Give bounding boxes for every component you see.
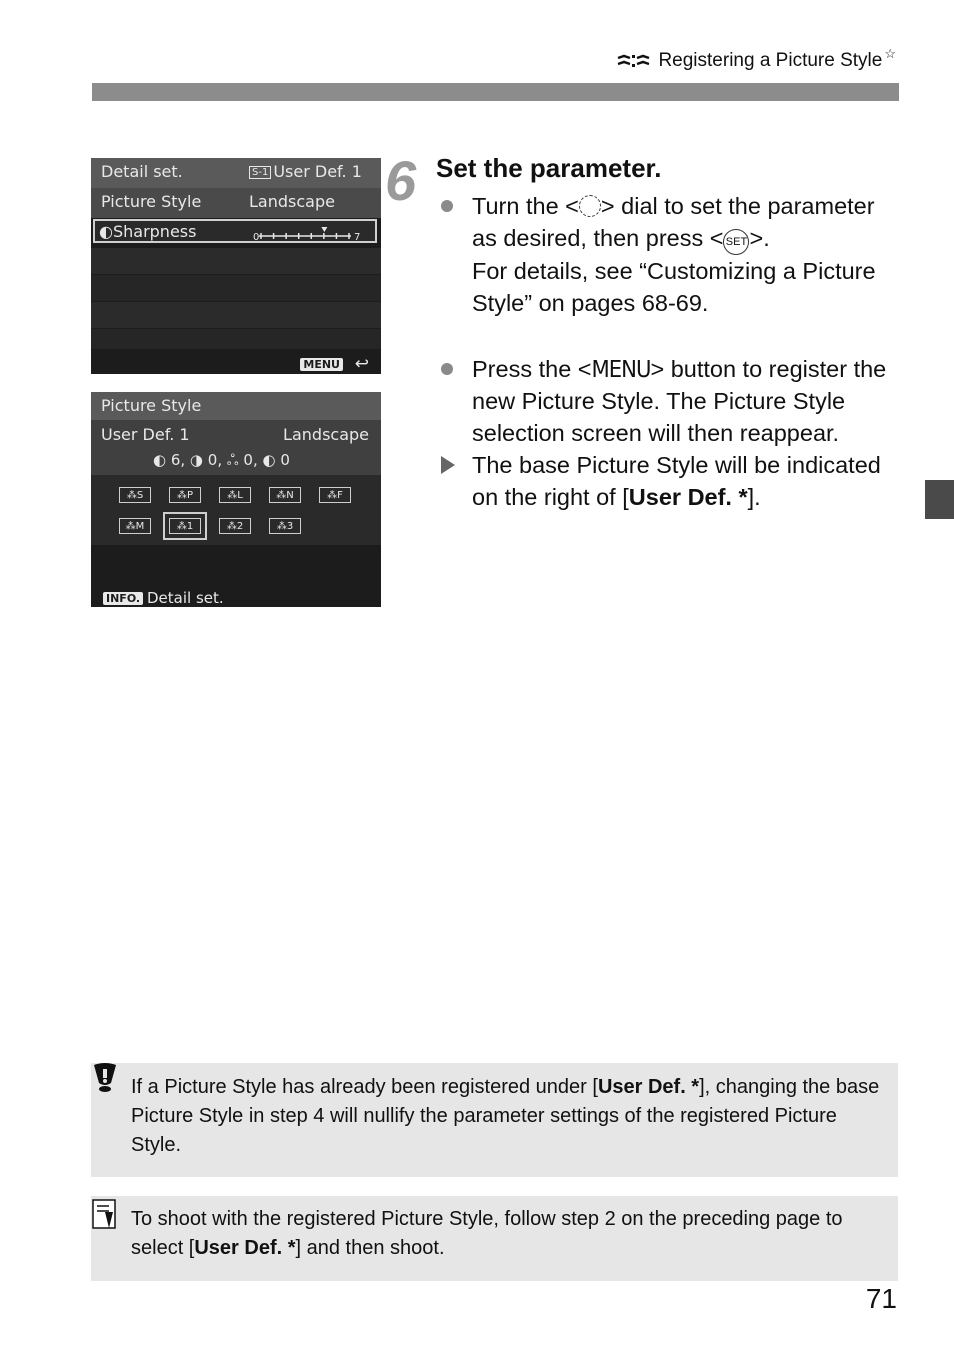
bullet-dot-icon (441, 363, 453, 375)
text-bold-segment: User Def. * (597, 1076, 700, 1098)
memo-icon (91, 1198, 119, 1232)
sharpness-pointer-icon (321, 227, 327, 232)
text-segment: > dial to set the parameter as desired, then press < (472, 193, 875, 251)
bullet-press-menu (441, 353, 901, 449)
style-chip-3: ⁂3 (269, 518, 301, 534)
section-tab-marker (925, 480, 954, 519)
text-segment: ], changing the base Picture Style in step 4 will nullify the parameter settings of the registered Picture Style. (131, 1076, 880, 1156)
picture-style-icon (616, 53, 652, 69)
text-segment: The base Picture Style will be indicated on the right of [ (472, 452, 881, 510)
step-number: 6 (385, 149, 417, 212)
step-title: Set the parameter. (436, 153, 662, 183)
bullet-result (441, 449, 901, 513)
bullet-turn-dial (441, 190, 901, 319)
memo-text (131, 1205, 881, 1263)
bullet-dot-icon (441, 200, 453, 212)
style-chip-1: ⁂1 (169, 518, 201, 534)
lcd-user-def-label: User Def. 1 (101, 425, 190, 444)
style-chip-L: ⁂L (219, 487, 251, 503)
text-bold-segment: User Def. * (194, 1237, 296, 1259)
sharpness-scale (253, 227, 363, 241)
text-bold-segment: User Def. * (628, 484, 748, 510)
caution-note (91, 1063, 898, 1177)
step-instructions (441, 190, 901, 513)
camera-screen-picture-style (91, 392, 381, 607)
memo-note (91, 1196, 898, 1281)
text-segment: > button to register the new Picture Style. The Picture Style selection screen will then reappear. (472, 356, 887, 446)
info-button-badge: INFO. (103, 592, 143, 605)
style-chip-P: ⁂P (169, 487, 201, 503)
style-chip-F: ⁂F (319, 487, 351, 503)
style-chip-2: ⁂2 (219, 518, 251, 534)
text-segment: To shoot with the registered Picture Style, follow step 2 on the preceding page to select [ (131, 1208, 843, 1259)
lcd-row-label (99, 222, 196, 241)
lcd-row-label: Detail set. (101, 162, 183, 181)
lcd-row-value-text: User Def. 1 (273, 162, 362, 181)
lcd-row-value: Landscape (249, 192, 335, 211)
text-segment: >. (749, 225, 770, 251)
sharpness-icon: ◐ (99, 222, 113, 241)
lcd-row-label: Picture Style (101, 192, 202, 211)
lcd-row-label-text: Sharpness (112, 222, 197, 241)
advanced-star-icon: ☆ (884, 46, 896, 61)
lcd-parameter-values: ◐ 6, ◑ 0, ஃ 0, ◐ 0 (153, 451, 290, 469)
caution-text (131, 1073, 881, 1160)
lcd-row-sharpness (93, 219, 377, 243)
return-icon: ↩ (354, 354, 369, 374)
result-arrow-icon (441, 456, 455, 474)
lcd-row-picture-style (91, 188, 381, 218)
text-segment: If a Picture Style has already been registered under [ (131, 1076, 598, 1098)
menu-button-icon: MENU (591, 355, 651, 383)
info-detail-label: Detail set. (147, 589, 224, 607)
style-chip-M: ⁂M (119, 518, 151, 534)
page-number: 71 (865, 1283, 897, 1314)
quick-control-dial-icon (579, 195, 601, 217)
lcd-title: Picture Style (101, 396, 202, 415)
style-chip-N: ⁂N (269, 487, 301, 503)
lcd-row-empty (91, 302, 381, 328)
header-bar (92, 83, 899, 101)
lcd-title-bar (91, 392, 381, 420)
style-chip-S: ⁂S (119, 487, 151, 503)
text-segment: Press the < (472, 356, 592, 382)
lcd-row-detail-set (91, 158, 381, 188)
header-title (616, 46, 896, 72)
set-button-icon: SET (723, 229, 749, 255)
text-segment: ] and then shoot. (295, 1237, 445, 1259)
user-def-style-icon: S-1 (249, 166, 271, 179)
caution-icon (91, 1063, 119, 1093)
header-title-text: Registering a Picture Style (658, 50, 883, 71)
text-segment: ]. (747, 484, 761, 510)
lcd-row-empty (91, 275, 381, 301)
sharpness-max-label: 7 (354, 232, 361, 241)
sharpness-min-label: 0 (253, 232, 260, 241)
camera-screen-detail-set (91, 158, 381, 374)
text-segment: Turn the < (472, 193, 579, 219)
lcd-row-value (249, 162, 362, 181)
lcd-row-empty (91, 329, 381, 349)
lcd-base-style: Landscape (283, 425, 369, 444)
text-segment: For details, see “Customizing a Picture Style” on pages 68-69. (472, 258, 876, 316)
menu-button-badge: MENU (300, 358, 343, 371)
lcd-row-empty (91, 248, 381, 274)
